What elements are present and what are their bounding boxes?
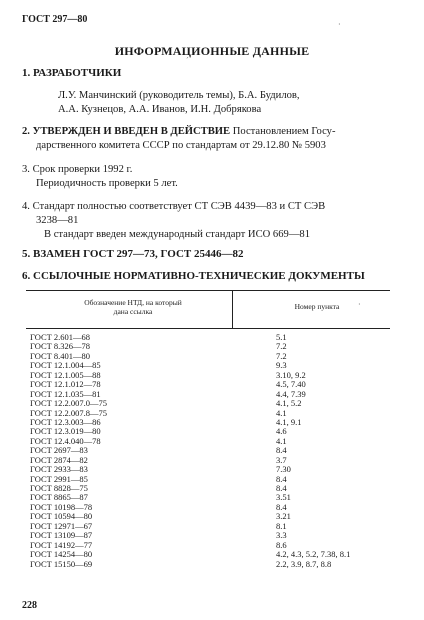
table-row-doc: ГОСТ 8865—87 — [30, 492, 88, 503]
section-4-line-3: В стандарт введен международный стандарт ИСО 669—81 — [44, 229, 311, 240]
table-row-doc: ГОСТ 8.401—80 — [30, 350, 91, 361]
table-row-doc: ГОСТ 12971—67 — [30, 520, 93, 531]
table-row-item: 7.30 — [276, 464, 291, 475]
table-row-item: 3.51 — [276, 492, 291, 503]
table-row-item: 7.2 — [276, 341, 287, 352]
table-row-doc: ГОСТ 10198—78 — [30, 501, 93, 512]
table-row-doc: ГОСТ 12.1.005—88 — [30, 369, 101, 380]
table-row-item: 8.4 — [276, 501, 287, 512]
section-1-line-1: Л.У. Манчинский (руководитель темы), Б.А. Будилов, — [58, 90, 300, 101]
table-row-item: 8.4 — [276, 483, 287, 493]
table-row-item: 3.3 — [276, 530, 287, 541]
section-5-heading: 5. ВЗАМЕН ГОСТ 297—73, ГОСТ 25446—82 — [22, 248, 244, 260]
section-6-heading: 6. ССЫЛОЧНЫЕ НОРМАТИВНО-ТЕХНИЧЕСКИЕ ДОКУМЕНТЫ — [22, 270, 365, 282]
section-4-line-1: 4. Стандарт полностью соответствует СТ СЭВ 4439—83 и СТ СЭВ — [22, 201, 326, 212]
table-row-doc: ГОСТ 12.3.003—86 — [30, 416, 101, 427]
table-row-doc: ГОСТ 14192—77 — [30, 539, 93, 550]
table-col1-values — [30, 333, 220, 569]
table-row-doc: ГОСТ 12.2.007.0—75 — [30, 398, 108, 409]
table-row-item: 8.4 — [276, 445, 287, 456]
table-row-doc: ГОСТ 2697—83 — [30, 445, 88, 456]
section-2-line-1-rest: Постановлением Госу- — [230, 126, 336, 137]
table-column-divider — [232, 290, 233, 328]
table-row-doc: ГОСТ 12.1.004—85 — [30, 360, 101, 371]
table-row-doc: ГОСТ 12.1.012—78 — [30, 379, 101, 390]
scan-speck: · — [338, 20, 341, 29]
section-1-line-2: А.А. Кузнецов, А.А. Иванов, И.Н. Добрякова — [58, 104, 262, 115]
table-row-doc: ГОСТ 2.601—68 — [30, 332, 91, 342]
table-col2-values — [276, 333, 416, 569]
table-row-doc: ГОСТ 14254—80 — [30, 549, 93, 560]
table-row-doc: ГОСТ 15150—69 — [30, 558, 93, 569]
section-2-line-1 — [22, 125, 335, 139]
table-header-rule — [26, 328, 390, 329]
table-row-doc: ГОСТ 8.326—78 — [30, 341, 91, 352]
table-col1-header-line-1: Обозначение НТД, на который — [84, 298, 182, 307]
table-row-item: 8.1 — [276, 520, 287, 531]
page-title: ИНФОРМАЦИОННЫЕ ДАННЫЕ — [114, 44, 310, 58]
table-row-item: 2.2, 3.9, 8.7, 8.8 — [276, 558, 332, 569]
page-number: 228 — [22, 600, 37, 611]
table-row-doc: ГОСТ 2874—82 — [30, 454, 88, 465]
table-row-item: 4.5, 7.40 — [276, 379, 306, 390]
scan-speck: ˊ — [186, 56, 189, 65]
table-row-item: 3.21 — [276, 511, 291, 522]
table-row-item: 4.1, 9.1 — [276, 416, 302, 427]
table-row-doc: ГОСТ 12.1.035—81 — [30, 388, 101, 399]
table-row-item: 7.2 — [276, 350, 287, 361]
table-row-item: 8.4 — [276, 473, 287, 484]
table-row-item: 5.1 — [276, 332, 287, 342]
table-row-item: 4.1 — [276, 435, 287, 446]
standard-code-header: ГОСТ 297—80 — [22, 14, 88, 25]
table-row-item: 4.1, 5.2 — [276, 398, 302, 409]
table-row-item: 8.6 — [276, 539, 287, 550]
table-row-item: 3.7 — [276, 454, 287, 465]
scan-speck: · — [358, 300, 361, 309]
section-1-heading: 1. РАЗРАБОТЧИКИ — [22, 67, 122, 79]
section-4-line-2: 3238—81 — [36, 215, 79, 226]
table-row-doc: ГОСТ 8828—75 — [30, 483, 88, 493]
table-row-doc: ГОСТ 12.4.040—78 — [30, 435, 101, 446]
table-row-doc: ГОСТ 10594—80 — [30, 511, 93, 522]
table-col1-header-line-2: дана ссылка — [113, 307, 153, 316]
section-2-line-2: дарственного комитета СССР по стандартам от 29.12.80 № 5903 — [36, 140, 326, 151]
table-row-item: 4.2, 4.3, 5.2, 7.38, 8.1 — [276, 549, 351, 560]
table-row-doc: ГОСТ 12.2.007.8—75 — [30, 407, 108, 418]
table-row-item: 4.1 — [276, 407, 287, 418]
table-row-doc: ГОСТ 2991—85 — [30, 473, 88, 484]
table-row-doc: ГОСТ 12.3.019—80 — [30, 426, 101, 437]
table-col2-header: Номер пункта — [294, 302, 340, 311]
table-row-item: 4.4, 7.39 — [276, 388, 306, 399]
table-top-rule — [26, 290, 390, 291]
table-row-doc: ГОСТ 2933—83 — [30, 464, 88, 475]
section-3-line-2: Периодичность проверки 5 лет. — [36, 178, 178, 189]
table-row-doc: ГОСТ 13109—87 — [30, 530, 93, 541]
table-row-item: 9.3 — [276, 360, 287, 371]
section-2-lead: 2. УТВЕРЖДЕН И ВВЕДЕН В ДЕЙСТВИЕ — [22, 126, 231, 137]
table-col1-header — [48, 298, 218, 316]
table-row-item: 4.6 — [276, 426, 287, 437]
table-row-item: 3.10, 9.2 — [276, 369, 306, 380]
section-3-line-1: 3. Срок проверки 1992 г. — [22, 164, 133, 175]
